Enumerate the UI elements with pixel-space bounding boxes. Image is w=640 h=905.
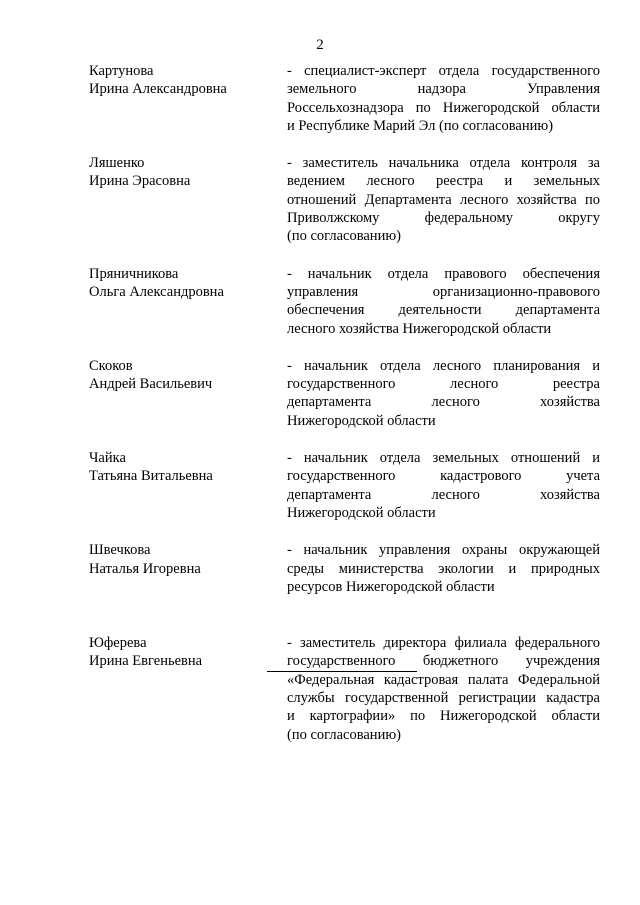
position-line: - начальник управления охраны окружающей: [287, 542, 600, 559]
person-given-name: Андрей Васильевич: [89, 376, 213, 393]
position-line: государственного лесного реестра: [287, 376, 600, 393]
position-line: ресурсов Нижегородской области: [287, 578, 495, 595]
person-surname: Юферева: [89, 635, 147, 652]
person-surname: Картунова: [89, 63, 154, 79]
position-line: государственного кадастрового учета: [287, 468, 600, 485]
position-line: управления организационно-правового: [287, 283, 600, 300]
roster-entry: [89, 541, 600, 596]
position-line: государственного бюджетного учреждения: [287, 653, 600, 670]
person-surname: Швечкова: [89, 542, 151, 559]
person-surname: Пряничникова: [89, 265, 179, 282]
position-line: Нижегородской области: [287, 412, 436, 429]
position-line: - заместитель директора филиала федерального: [287, 635, 600, 652]
roster-entry: [89, 62, 600, 135]
position-line: лесного хозяйства Нижегородской области: [287, 320, 552, 337]
position-line: - заместитель начальника отдела контроля за: [287, 155, 600, 172]
position-description: [287, 541, 600, 596]
person-given-name: Наталья Игоревна: [89, 560, 201, 577]
person-given-name: Ирина Эрасовна: [89, 173, 191, 190]
person-name: [89, 449, 287, 522]
position-line: Россельхознадзора по Нижегородской области: [287, 99, 600, 116]
person-name: [89, 265, 287, 338]
roster-entry: [89, 265, 600, 338]
person-given-name: Ирина Евгеньевна: [89, 653, 203, 670]
position-description: [287, 265, 600, 338]
position-description: [287, 449, 600, 522]
person-surname: Чайка: [89, 450, 126, 467]
roster-entry: [89, 154, 600, 245]
position-description: [287, 154, 600, 245]
person-name: [89, 154, 287, 245]
closing-rule: [267, 671, 417, 672]
position-line: - специалист-эксперт отдела государственного: [287, 63, 600, 79]
position-line: - начальник отдела земельных отношений и: [287, 450, 600, 467]
position-description: [287, 357, 600, 430]
position-line: и картографии» по Нижегородской области: [287, 708, 600, 725]
person-given-name: Ирина Александровна: [89, 81, 227, 98]
position-line: земельного надзора Управления: [287, 81, 600, 98]
person-name: [89, 634, 287, 744]
position-line: Приволжскому федеральному округу: [287, 210, 600, 227]
roster-entry: [89, 634, 600, 744]
position-line: и Республике Марий Эл (по согласованию): [287, 117, 554, 134]
person-name: [89, 541, 287, 596]
position-line: - начальник отдела лесного планирования и: [287, 357, 600, 374]
position-line: (по согласованию): [287, 726, 401, 743]
position-description: [287, 634, 600, 744]
position-line: (по согласованию): [287, 228, 401, 245]
position-line: службы государственной регистрации кадастра: [287, 690, 600, 707]
roster-entry: [89, 449, 600, 522]
person-given-name: Ольга Александровна: [89, 283, 224, 300]
position-line: ведением лесного реестра и земельных: [287, 173, 600, 190]
person-surname: Ляшенко: [89, 155, 145, 172]
position-line: отношений Департамента лесного хозяйства по: [287, 191, 600, 208]
member-roster: [89, 62, 600, 744]
person-name: [89, 62, 287, 135]
position-line: обеспечения деятельности департамента: [287, 302, 600, 319]
position-description: [287, 62, 600, 135]
person-given-name: Татьяна Витальевна: [89, 468, 213, 485]
page-number: 2: [316, 37, 324, 53]
position-line: департамента лесного хозяйства: [287, 394, 600, 411]
person-surname: Скоков: [89, 357, 133, 374]
position-line: «Федеральная кадастровая палата Федеральной: [287, 671, 600, 688]
position-line: среды министерства экологии и природных: [287, 560, 600, 577]
position-line: Нижегородской области: [287, 504, 436, 521]
position-line: департамента лесного хозяйства: [287, 486, 600, 503]
person-name: [89, 357, 287, 430]
position-line: - начальник отдела правового обеспечения: [287, 265, 600, 282]
roster-entry: [89, 357, 600, 430]
